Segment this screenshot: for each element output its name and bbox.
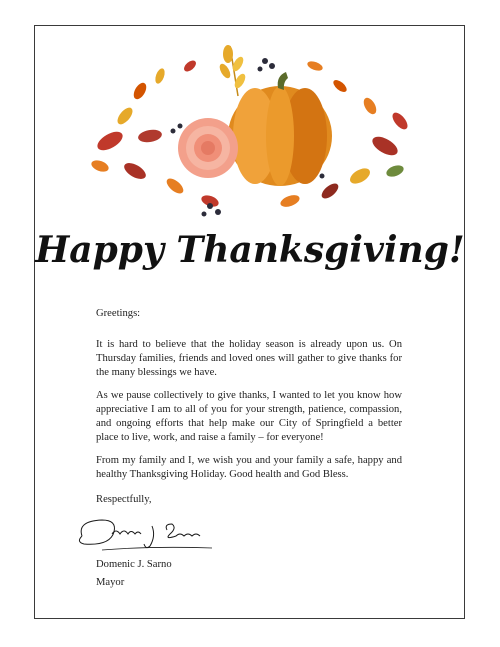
greeting: Greetings: — [96, 308, 141, 319]
paragraph-2: As we pause collectively to give thanks, I wanted to let you know how appreciative I am to all of you for your strength, patience, compassion, and ongoing efforts that help make our City of Springfield a better place to live, work, and raise a family – for everyone! — [96, 390, 402, 443]
heading-text: Happy Thanksgiving! — [35, 229, 465, 271]
closing: Respectfully, — [96, 494, 152, 505]
rose-flower — [178, 118, 238, 178]
golden-leaf-spray — [218, 45, 248, 96]
happy-thanksgiving-heading — [35, 214, 465, 284]
paragraph-1: It is hard to believe that the holiday season is already upon us. On Thursday families, friends and loved ones will gather to give thanks for the many blessings we have. — [96, 339, 402, 378]
autumn-pumpkin-floral-illustration — [80, 36, 420, 221]
signer-title: Mayor — [96, 577, 125, 588]
handwritten-signature — [72, 506, 222, 556]
signer-name: Domenic J. Sarno — [96, 559, 172, 570]
paragraph-3: From my family and I, we wish you and your family a safe, happy and healthy Thanksgiving Holiday. Good health and God Bless. — [96, 455, 402, 480]
pumpkin — [228, 72, 332, 186]
letter-body — [96, 338, 402, 491]
